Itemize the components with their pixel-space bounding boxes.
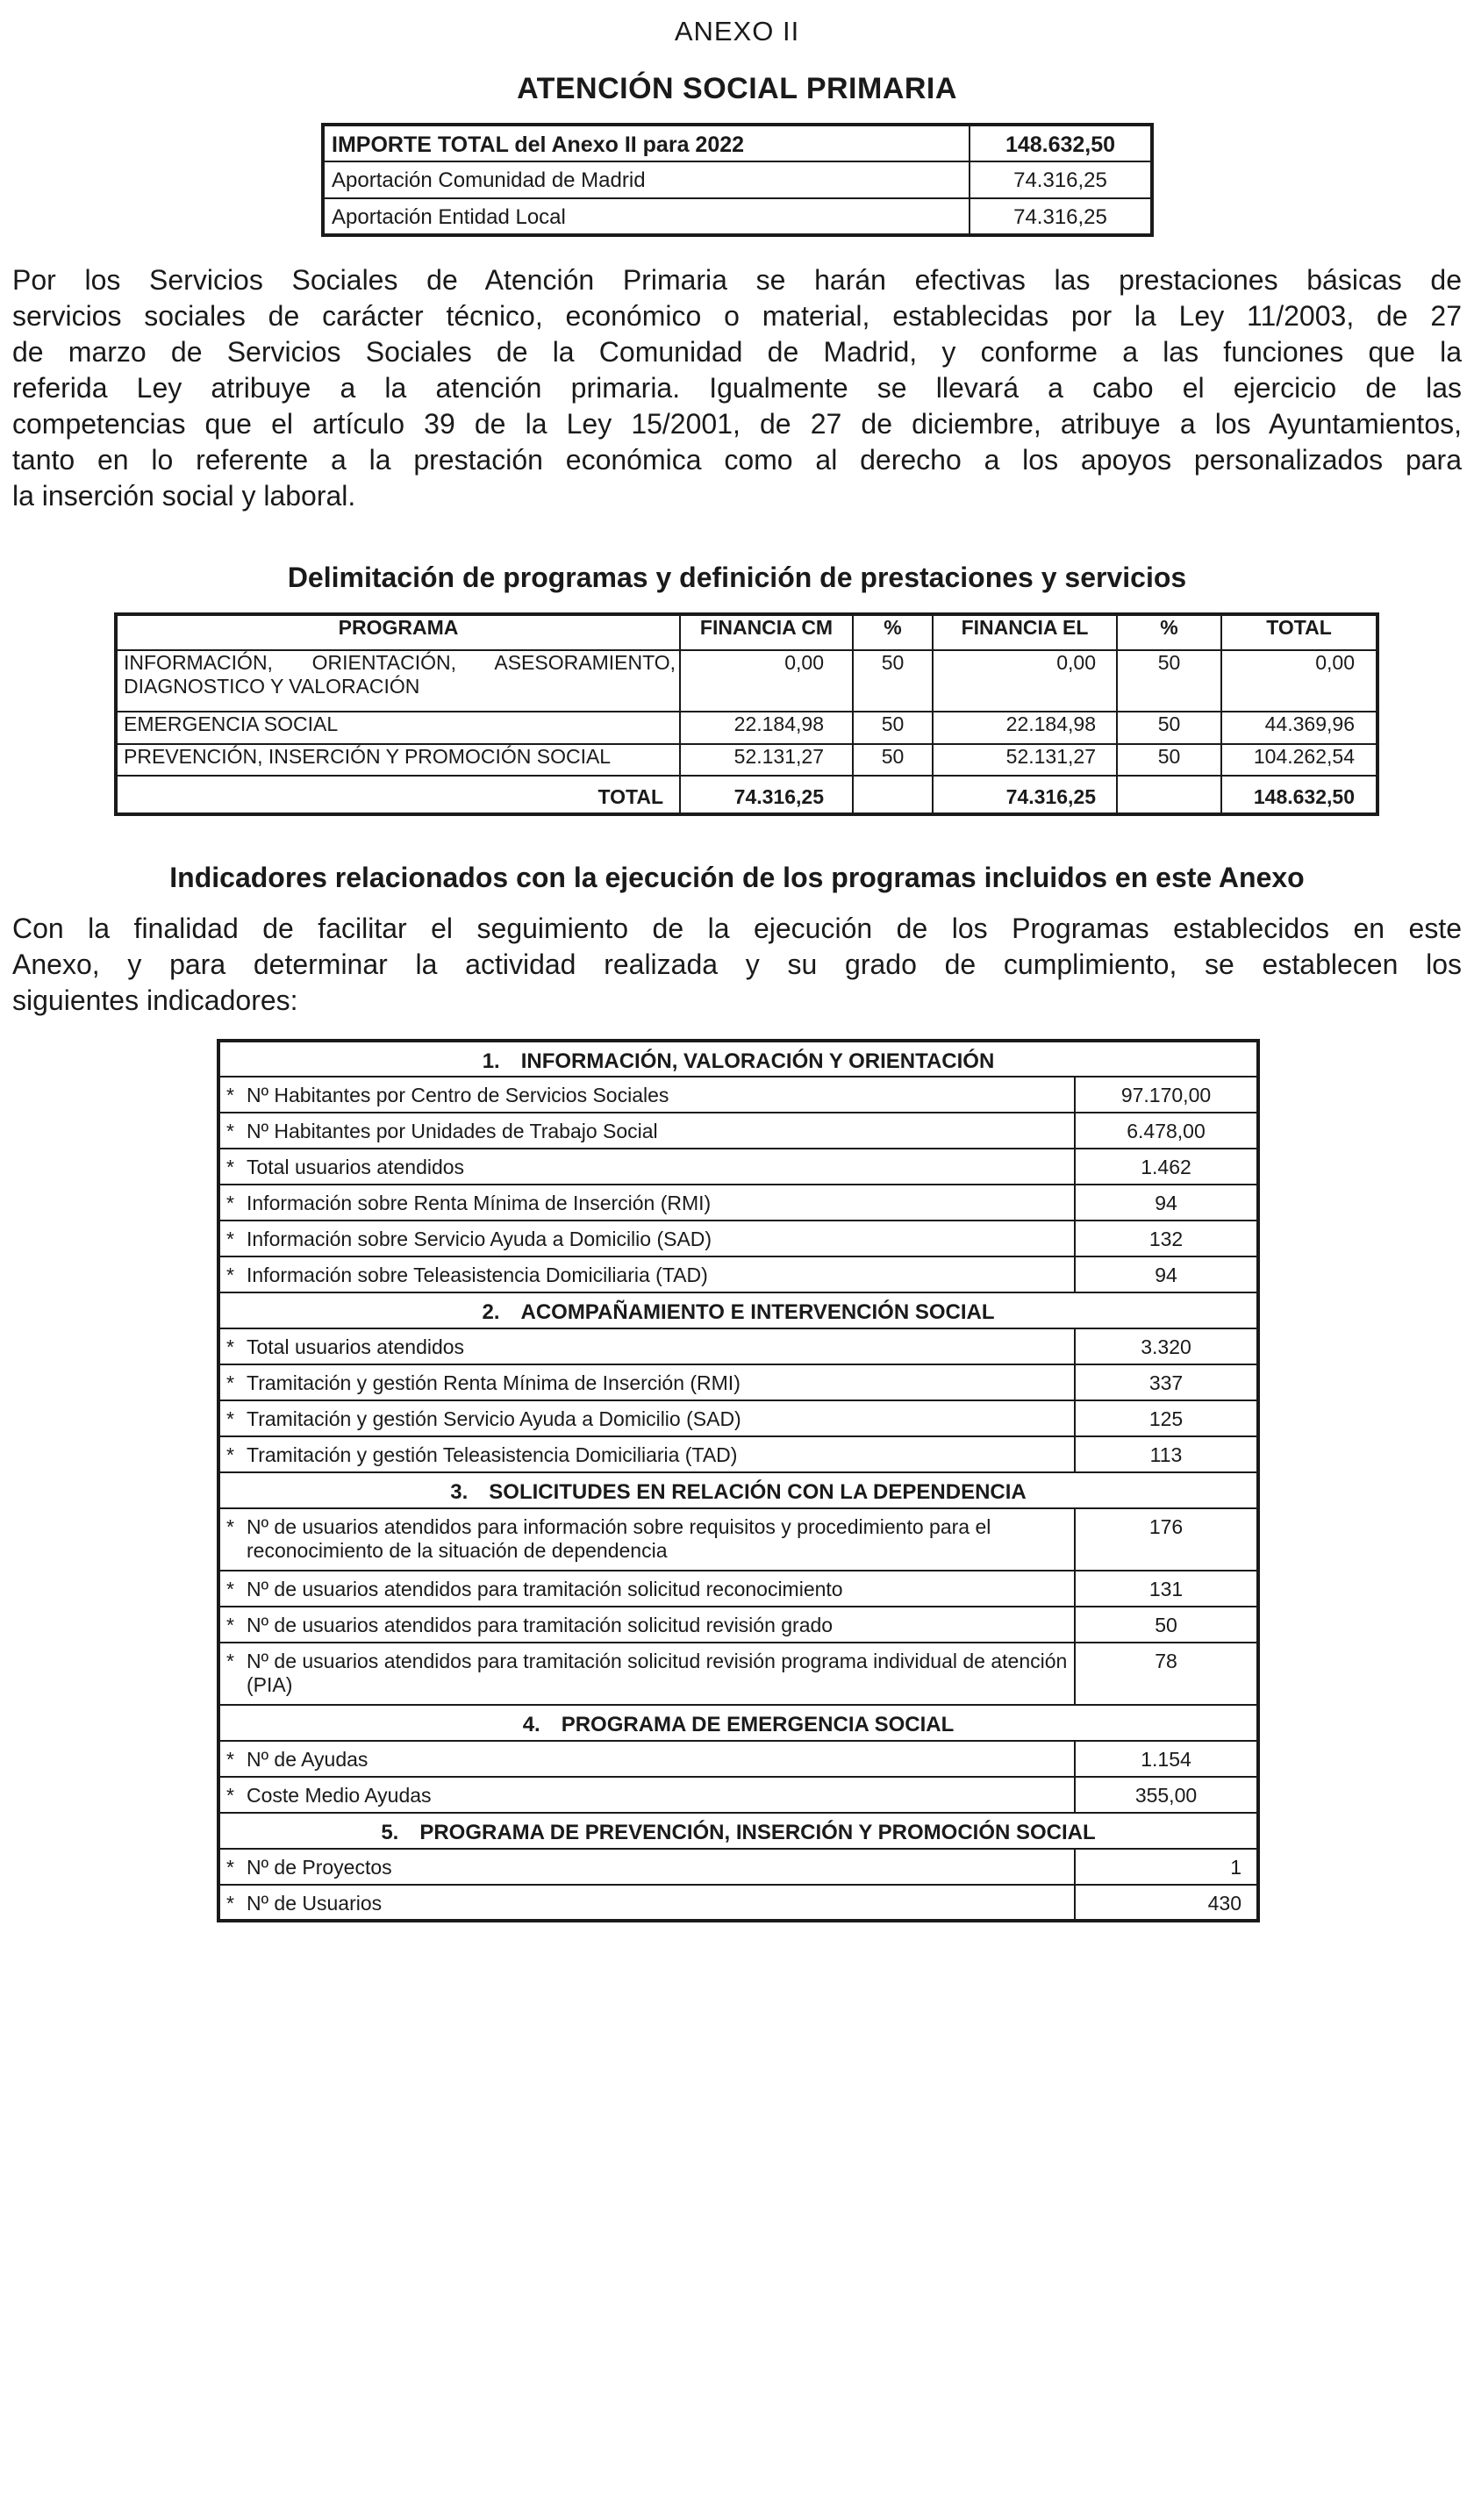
program-pct2: 50 (1117, 650, 1221, 712)
paragraph-line: de marzo de Servicios Sociales de la Comunidad de Madrid, y conforme a las funciones que la (12, 336, 1462, 368)
asterisk: * (226, 1443, 234, 1466)
section-header (218, 1292, 1258, 1328)
indicators-table (217, 1039, 1260, 1922)
indicator-value: 3.320 (1075, 1328, 1258, 1364)
paragraph-line: siguientes indicadores: (12, 984, 298, 1016)
table-row (323, 198, 1152, 235)
program-pct1: 50 (853, 744, 933, 776)
indicator-label: * Nº de usuarios atendidos para tramitación solicitud revisión grado (218, 1607, 1075, 1643)
table-row (116, 650, 1377, 712)
program-pct2: 50 (1117, 744, 1221, 776)
col-header-financia-el: FINANCIA EL (933, 614, 1117, 650)
asterisk: * (226, 1650, 234, 1672)
indicator-label: * Nº de usuarios atendidos para tramitación solicitud reconocimiento (218, 1571, 1075, 1607)
table-row (218, 1777, 1258, 1813)
table-row (218, 1077, 1258, 1113)
program-el: 0,00 (933, 650, 1117, 712)
total-el: 74.316,25 (933, 776, 1117, 814)
col-header-pct: % (853, 614, 933, 650)
page-subtitle: ATENCIÓN SOCIAL PRIMARIA (517, 72, 957, 105)
importe-label: Aportación Entidad Local (323, 198, 970, 235)
importe-label: IMPORTE TOTAL del Anexo II para 2022 (323, 125, 970, 161)
indicators-heading: Indicadores relacionados con la ejecución de los programas incluidos en este Anexo (169, 862, 1305, 893)
indicator-value: 131 (1075, 1571, 1258, 1607)
program-pct1: 50 (853, 650, 933, 712)
indicator-value: 113 (1075, 1436, 1258, 1472)
program-total: 104.262,54 (1221, 744, 1377, 776)
importe-value: 74.316,25 (970, 161, 1152, 198)
asterisk: * (226, 1515, 234, 1538)
indicator-label: * Nº Habitantes por Centro de Servicios Sociales (218, 1077, 1075, 1113)
indicator-label: * Información sobre Renta Mínima de Inserción (RMI) (218, 1185, 1075, 1221)
section-header-row (218, 1292, 1258, 1328)
indicator-label: * Coste Medio Ayudas (218, 1777, 1075, 1813)
table-row (218, 1328, 1258, 1364)
page-title: ANEXO II (674, 16, 800, 47)
indicators-paragraph (12, 911, 1462, 1019)
paragraph-line: tanto en lo referente a la prestación económica como al derecho a los apoyos personalizados para (12, 444, 1462, 476)
program-total: 0,00 (1221, 650, 1377, 712)
importe-label: Aportación Comunidad de Madrid (323, 161, 970, 198)
section-header (218, 1472, 1258, 1508)
program-name: INFORMACIÓN, ORIENTACIÓN, ASESORAMIENTO, DIAGNOSTICO Y VALORACIÓN (116, 650, 680, 712)
table-row (218, 1607, 1258, 1643)
program-total: 44.369,96 (1221, 712, 1377, 744)
indicator-label: * Nº Habitantes por Unidades de Trabajo Social (218, 1113, 1075, 1149)
total-pct1 (853, 776, 933, 814)
indicator-label: * Nº de usuarios atendidos para información sobre requisitos y procedimiento para el reconocimiento de la situación de dependencia (218, 1508, 1075, 1571)
program-el: 52.131,27 (933, 744, 1117, 776)
paragraph-line: competencias que el artículo 39 de la Ley 15/2001, de 27 de diciembre, atribuye a los Ayuntamientos, (12, 408, 1462, 440)
indicator-value: 176 (1075, 1508, 1258, 1571)
section-header (218, 1041, 1258, 1077)
indicator-value: 355,00 (1075, 1777, 1258, 1813)
indicator-value: 125 (1075, 1400, 1258, 1436)
paragraph-line: servicios sociales de carácter técnico, económico o material, establecidas por la Ley 11/2003, de 27 (12, 300, 1462, 332)
programs-heading: Delimitación de programas y definición de prestaciones y servicios (287, 562, 1187, 593)
table-row (218, 1400, 1258, 1436)
col-header-programa: PROGRAMA (116, 614, 680, 650)
indicator-value: 78 (1075, 1643, 1258, 1705)
indicator-value: 1.154 (1075, 1741, 1258, 1777)
table-row (323, 125, 1152, 161)
table-row (218, 1113, 1258, 1149)
indicator-label: * Información sobre Servicio Ayuda a Domicilio (SAD) (218, 1221, 1075, 1256)
indicator-value: 1.462 (1075, 1149, 1258, 1185)
table-row (218, 1364, 1258, 1400)
section-header-row (218, 1705, 1258, 1741)
table-row (218, 1256, 1258, 1292)
asterisk: * (226, 1784, 234, 1807)
asterisk: * (226, 1084, 234, 1106)
section-number: 2. (482, 1300, 500, 1324)
asterisk: * (226, 1371, 234, 1394)
indicator-label: * Tramitación y gestión Servicio Ayuda a Domicilio (SAD) (218, 1400, 1075, 1436)
table-row (116, 744, 1377, 776)
indicator-value: 97.170,00 (1075, 1077, 1258, 1113)
asterisk: * (226, 1407, 234, 1430)
indicator-value: 430 (1075, 1885, 1258, 1921)
table-row (218, 1885, 1258, 1921)
table-row (218, 1508, 1258, 1571)
section-number: 5. (381, 1821, 399, 1844)
total-cm: 74.316,25 (680, 776, 853, 814)
indicator-value: 132 (1075, 1221, 1258, 1256)
section-title: INFORMACIÓN, VALORACIÓN Y ORIENTACIÓN (520, 1049, 995, 1073)
total-pct2 (1117, 776, 1221, 814)
program-cm: 0,00 (680, 650, 853, 712)
asterisk: * (226, 1264, 234, 1286)
indicator-value: 94 (1075, 1256, 1258, 1292)
program-name: PREVENCIÓN, INSERCIÓN Y PROMOCIÓN SOCIAL (116, 744, 680, 776)
col-header-total: TOTAL (1221, 614, 1377, 650)
asterisk: * (226, 1156, 234, 1178)
indicator-label: * Información sobre Teleasistencia Domiciliaria (TAD) (218, 1256, 1075, 1292)
indicator-label: * Nº de usuarios atendidos para tramitación solicitud revisión programa individual de atención (PIA) (218, 1643, 1075, 1705)
indicator-value: 337 (1075, 1364, 1258, 1400)
indicator-value: 6.478,00 (1075, 1113, 1258, 1149)
asterisk: * (226, 1578, 234, 1600)
paragraph-line: la inserción social y laboral. (12, 480, 356, 512)
asterisk: * (226, 1856, 234, 1879)
asterisk: * (226, 1120, 234, 1142)
table-row (218, 1643, 1258, 1705)
indicator-label: * Tramitación y gestión Teleasistencia Domiciliaria (TAD) (218, 1436, 1075, 1472)
table-row (116, 712, 1377, 744)
table-header-row (116, 614, 1377, 650)
indicator-value: 1 (1075, 1849, 1258, 1885)
section-header (218, 1813, 1258, 1849)
program-pct1: 50 (853, 712, 933, 744)
table-row (218, 1741, 1258, 1777)
section-title: SOLICITUDES EN RELACIÓN CON LA DEPENDENCIA (489, 1480, 1027, 1504)
indicator-label: * Nº de Usuarios (218, 1885, 1075, 1921)
indicator-label: * Nº de Ayudas (218, 1741, 1075, 1777)
section-number: 3. (450, 1480, 469, 1504)
indicator-label: * Total usuarios atendidos (218, 1149, 1075, 1185)
indicator-value: 50 (1075, 1607, 1258, 1643)
col-header-pct: % (1117, 614, 1221, 650)
section-header (218, 1705, 1258, 1741)
asterisk: * (226, 1192, 234, 1214)
table-row (218, 1436, 1258, 1472)
asterisk: * (226, 1614, 234, 1636)
total-label: TOTAL (116, 776, 680, 814)
section-title: PROGRAMA DE EMERGENCIA SOCIAL (561, 1713, 955, 1736)
program-el: 22.184,98 (933, 712, 1117, 744)
indicator-label: * Nº de Proyectos (218, 1849, 1075, 1885)
section-title: PROGRAMA DE PREVENCIÓN, INSERCIÓN Y PROMOCIÓN SOCIAL (419, 1821, 1096, 1844)
paragraph-line: Con la finalidad de facilitar el seguimiento de la ejecución de los Programas establecidos en este (12, 913, 1462, 944)
table-row (218, 1185, 1258, 1221)
indicator-label: * Total usuarios atendidos (218, 1328, 1075, 1364)
asterisk: * (226, 1335, 234, 1358)
program-cm: 52.131,27 (680, 744, 853, 776)
section-header-row (218, 1813, 1258, 1849)
importe-value: 148.632,50 (970, 125, 1152, 161)
section-header-row (218, 1041, 1258, 1077)
programs-table (114, 612, 1379, 816)
table-total-row (116, 776, 1377, 814)
section-title: ACOMPAÑAMIENTO E INTERVENCIÓN SOCIAL (520, 1300, 995, 1324)
importe-table (321, 123, 1154, 237)
importe-value: 74.316,25 (970, 198, 1152, 235)
table-row (218, 1221, 1258, 1256)
total-amount: 148.632,50 (1221, 776, 1377, 814)
section-number: 4. (522, 1713, 540, 1736)
section-number: 1. (482, 1049, 500, 1073)
table-row (218, 1849, 1258, 1885)
program-name: EMERGENCIA SOCIAL (116, 712, 680, 744)
table-row (323, 161, 1152, 198)
asterisk: * (226, 1748, 234, 1771)
indicator-label: * Tramitación y gestión Renta Mínima de Inserción (RMI) (218, 1364, 1075, 1400)
indicator-value: 94 (1075, 1185, 1258, 1221)
program-pct2: 50 (1117, 712, 1221, 744)
section-header-row (218, 1472, 1258, 1508)
program-cm: 22.184,98 (680, 712, 853, 744)
intro-paragraph (12, 262, 1462, 514)
paragraph-line: referida Ley atribuye a la atención primaria. Igualmente se llevará a cabo el ejercicio de las (12, 372, 1462, 404)
table-row (218, 1149, 1258, 1185)
asterisk: * (226, 1228, 234, 1250)
asterisk: * (226, 1892, 234, 1915)
paragraph-line: Por los Servicios Sociales de Atención Primaria se harán efectivas las prestaciones básicas de (12, 264, 1462, 296)
table-row (218, 1571, 1258, 1607)
paragraph-line: Anexo, y para determinar la actividad realizada y su grado de cumplimiento, se establecen los (12, 949, 1462, 980)
col-header-financia-cm: FINANCIA CM (680, 614, 853, 650)
